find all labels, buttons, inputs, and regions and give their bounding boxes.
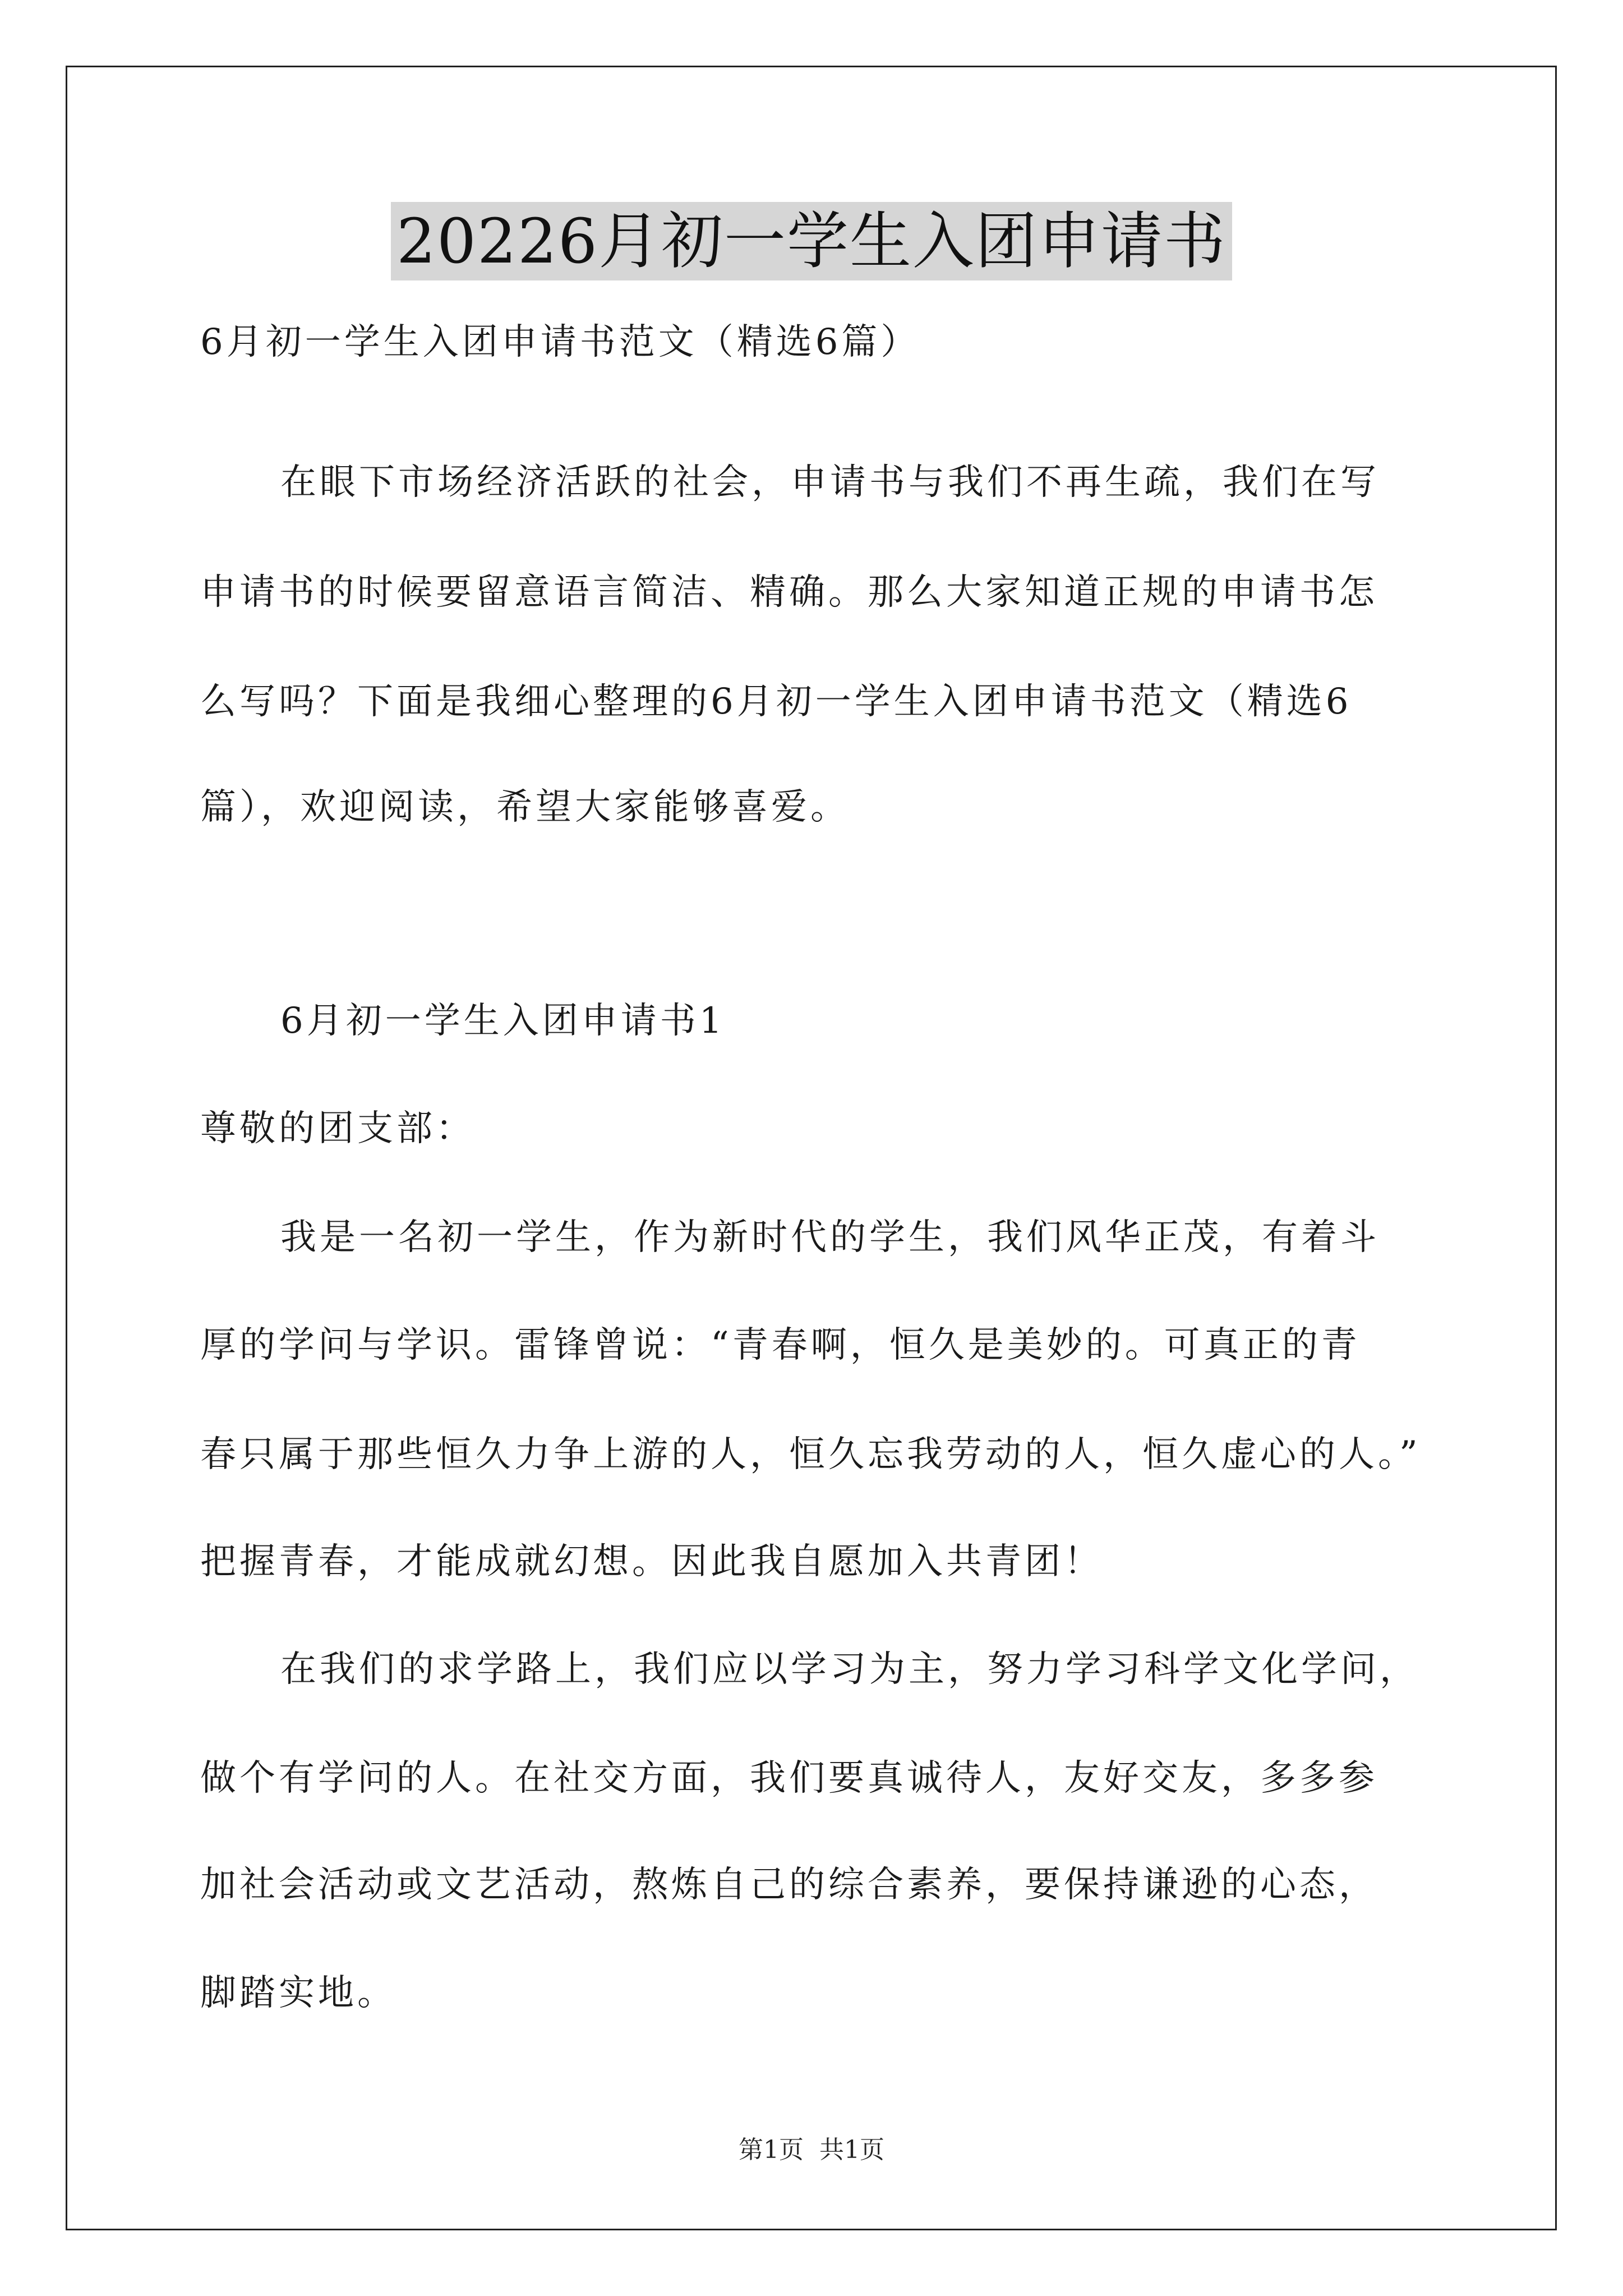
body-line: 在眼下市场经济活跃的社会，申请书与我们不再生疏，我们在写 (280, 462, 1380, 503)
title-container (0, 202, 1623, 280)
body-line: 脚踏实地。 (200, 1972, 396, 2014)
salutation-line: 尊敬的团支部： (200, 1108, 475, 1149)
body-line: 我是一名初一学生，作为新时代的学生，我们风华正茂，有着斗 (280, 1217, 1380, 1258)
body-line: 在我们的求学路上，我们应以学习为主，努力学习科学文化学问， (280, 1649, 1419, 1690)
body-line: 春只属于那些恒久力争上游的人，恒久忘我劳动的人，恒久虚心的人。” (200, 1434, 1421, 1475)
body-line: 厚的学问与学识。雷锋曾说：“青春啊，恒久是美妙的。可真正的青 (200, 1324, 1361, 1366)
document-title: 20226月初一学生入团申请书 (391, 202, 1232, 280)
page-number-total: 共1页 (819, 2136, 884, 2164)
body-line: 把握青春，才能成就幻想。因此我自愿加入共青团！ (200, 1541, 1103, 1582)
body-line: 加社会活动或文艺活动，熬炼自己的综合素养，要保持谦逊的心态， (200, 1864, 1378, 1906)
page-footer (0, 2134, 1623, 2166)
body-line: 篇），欢迎阅读，希望大家能够喜爱。 (200, 786, 850, 828)
section-heading: 6月初一学生入团申请书1 (280, 1000, 726, 1042)
page-number-current: 第1页 (739, 2136, 804, 2164)
body-line: 做个有学问的人。在社交方面，我们要真诚待人，友好交友，多多参 (200, 1757, 1378, 1799)
subtitle-line: 6月初一学生入团申请书范文（精选6篇） (200, 321, 920, 363)
body-line: 申请书的时候要留意语言简洁、精确。那么大家知道正规的申请书怎 (200, 572, 1378, 613)
body-line: 么写吗？下面是我细心整理的6月初一学生入团申请书范文（精选6 (200, 681, 1352, 723)
